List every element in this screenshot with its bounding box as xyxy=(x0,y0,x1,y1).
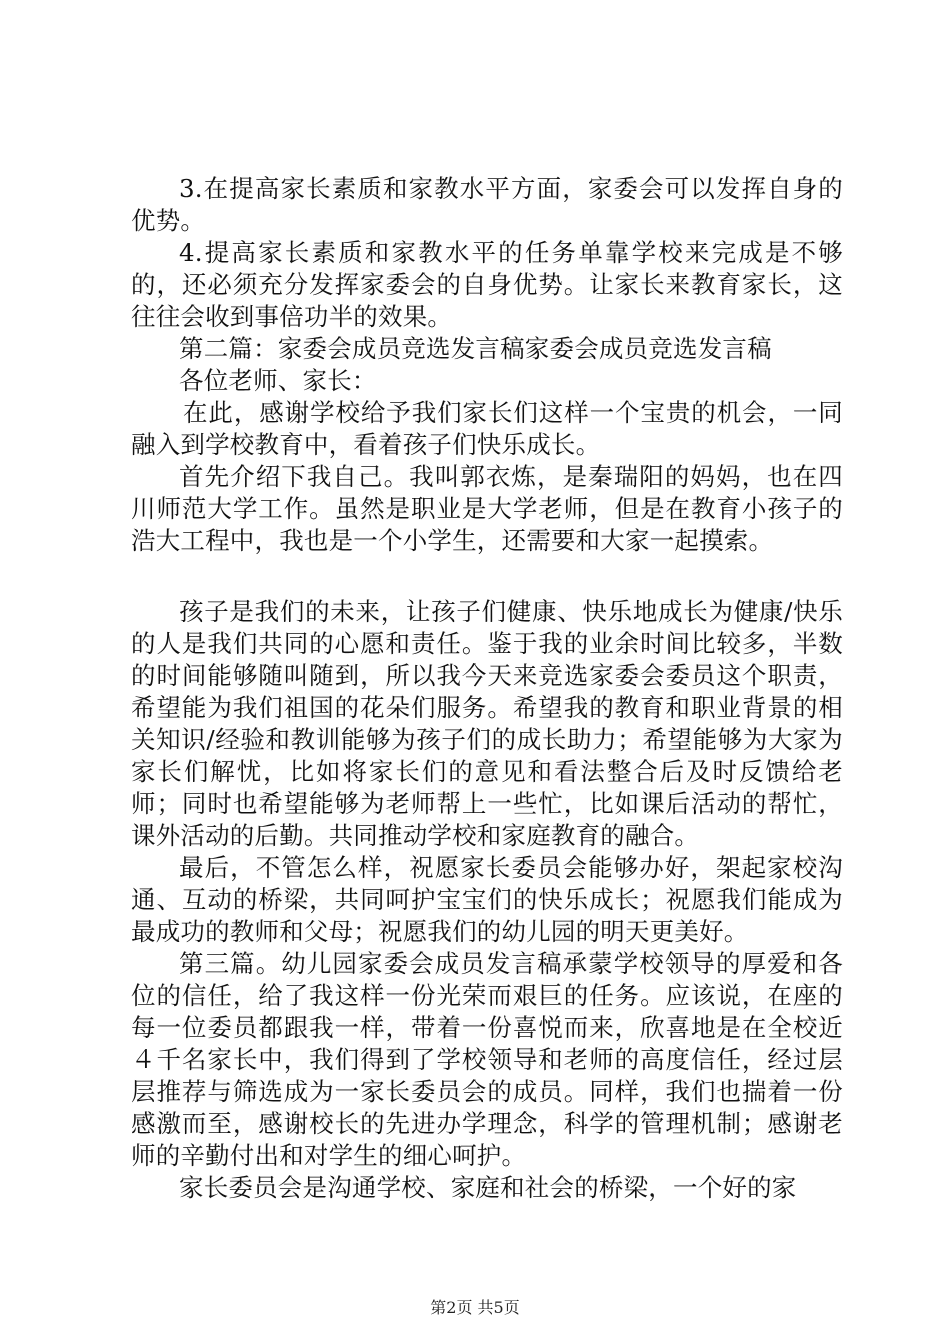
paragraph-self-intro: 首先介绍下我自己。我叫郭衣炼，是秦瑞阳的妈妈，也在四川师范大学工作。虽然是职业是大学老师，但是在教育小孩子的浩大工程中，我也是一个小学生，还需要和大家一起摸索。 xyxy=(131,462,843,555)
paragraph-motivation: 孩子是我们的未来，让孩子们健康、快乐地成长为健康/快乐的人是我们共同的心愿和责任。鉴于我的业余时间比较多，半数的时间能够随叫随到，所以我今天来竞选家委会委员这个职责，希望能为我们祖国的花朵们服务。希望我的教育和职业背景的相关知识/经验和教训能够为孩子们的成长助力；希望能够为大家为家长们解忧，比如将家长们的意见和看法整合后及时反馈给老师；同时也希望能够为老师帮上一些忙，比如课后活动的帮忙，课外活动的后勤。共同推动学校和家庭教育的融合。 xyxy=(131,597,843,850)
section-heading-part-2: 第二篇：家委会成员竞选发言稿家委会成员竞选发言稿 xyxy=(179,334,772,363)
salutation: 各位老师、家长： xyxy=(179,366,377,395)
paragraph-point-3: 3.在提高家长素质和家教水平方面，家委会可以发挥自身的优势。 xyxy=(131,174,843,235)
document-body xyxy=(131,173,843,1204)
paragraph-thanks: 在此，感谢学校给予我们家长们这样一个宝贵的机会，一同融入到学校教育中，看着孩子们快乐成长。 xyxy=(131,398,843,459)
section-part-3: 第三篇。幼儿园家委会成员发言稿承蒙学校领导的厚爱和各位的信任，给了我这样一份光荣而艰巨的任务。应该说，在座的每一位委员都跟我一样，带着一份喜悦而来，欣喜地是在全校近４千名家长中，我们得到了学校领导和老师的高度信任，经过层层推荐与筛选成为一家长委员会的成员。同样，我们也揣着一份感激而至，感谢校长的先进办学理念，科学的管理机制；感谢老师的辛勤付出和对学生的细心呵护。 xyxy=(131,949,843,1170)
paragraph-point-4: 4.提高家长素质和家教水平的任务单靠学校来完成是不够的，还必须充分发挥家委会的自身优势。让家长来教育家长，这往往会收到事倍功半的效果。 xyxy=(131,238,843,331)
paragraph-committee: 家长委员会是沟通学校、家庭和社会的桥梁，一个好的家 xyxy=(179,1173,797,1202)
page-footer: 第2页 共5页 xyxy=(430,1298,520,1317)
paragraph-closing-wishes: 最后，不管怎么样，祝愿家长委员会能够办好，架起家校沟通、互动的桥梁，共同呵护宝宝们的快乐成长；祝愿我们能成为最成功的教师和父母；祝愿我们的幼儿园的明天更美好。 xyxy=(131,853,843,946)
